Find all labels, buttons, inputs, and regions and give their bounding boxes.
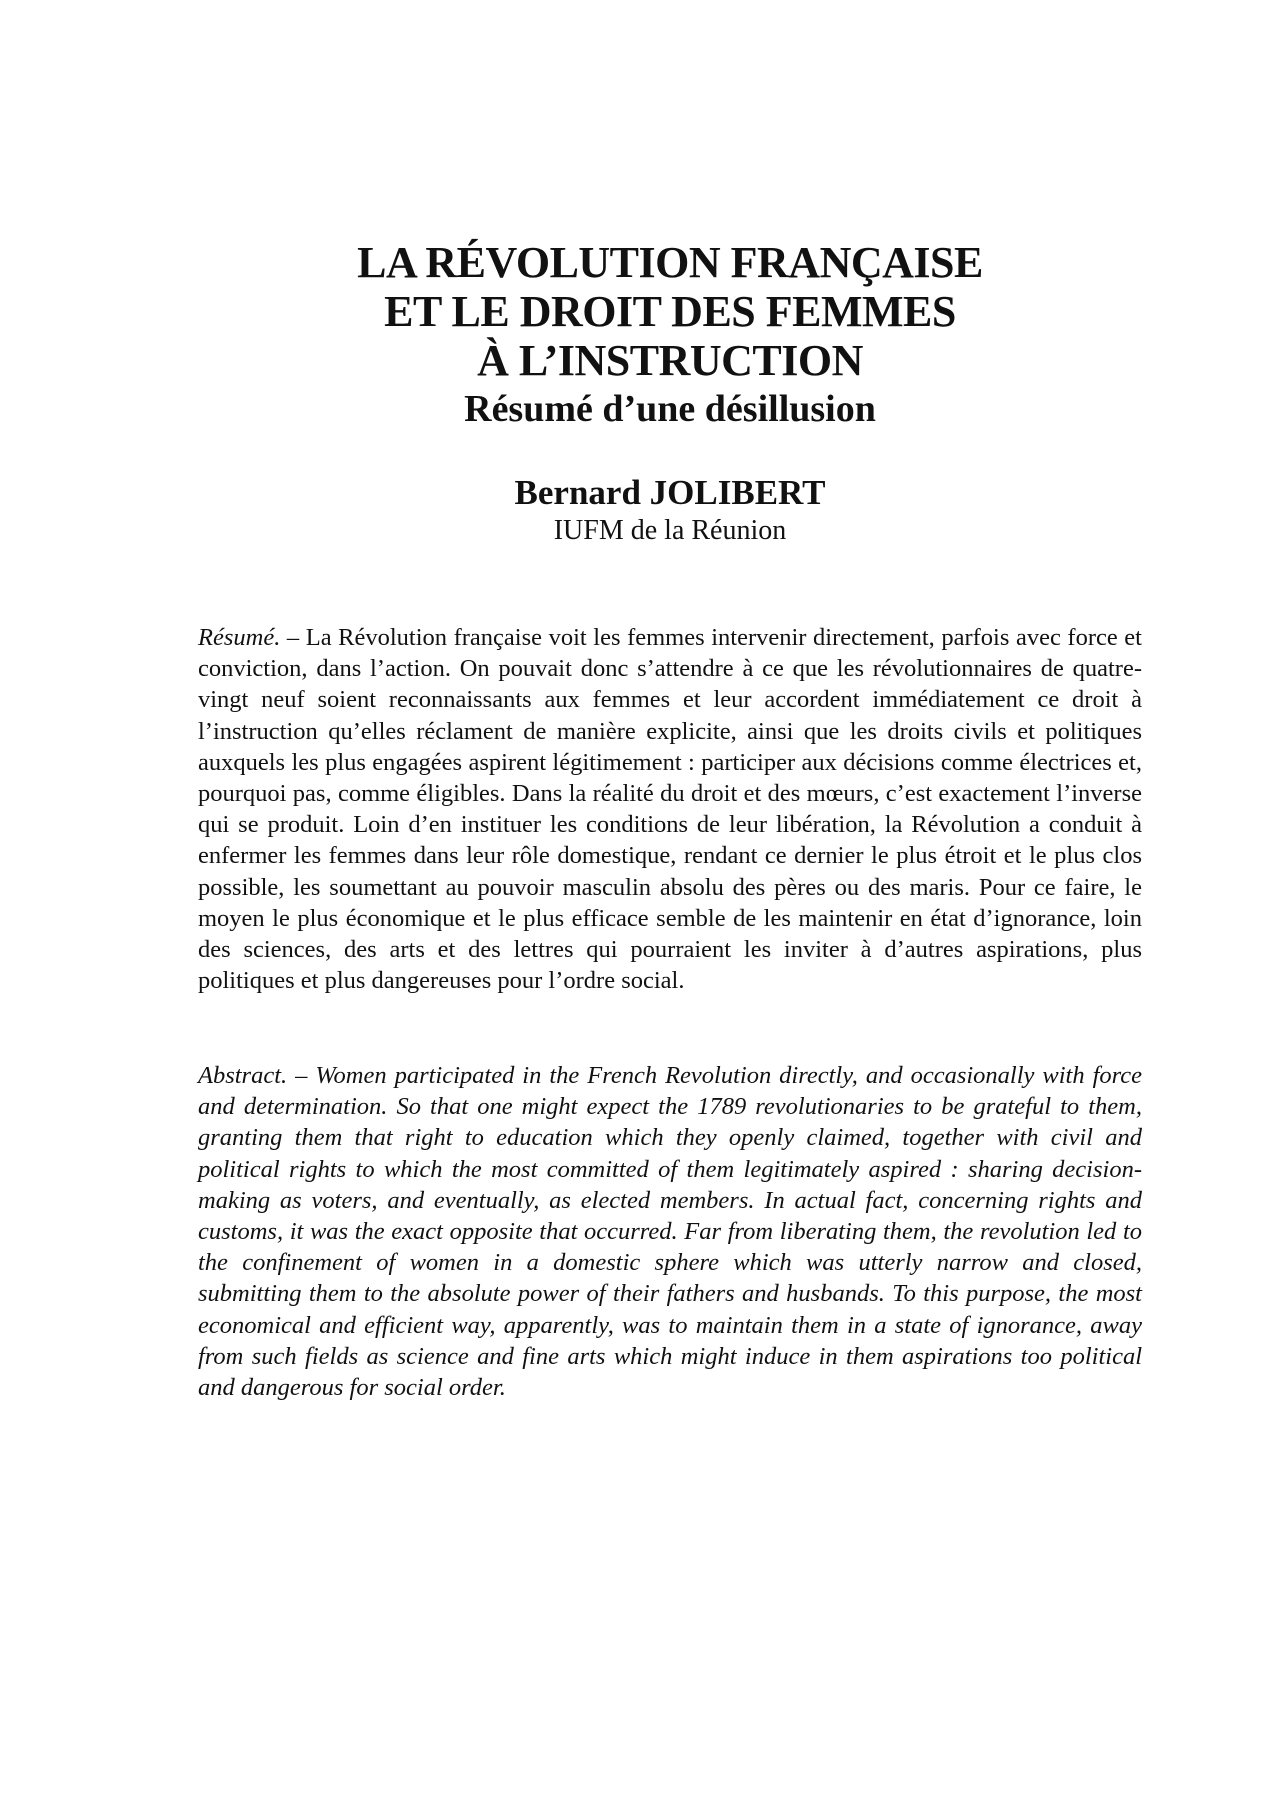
article-title [0, 238, 1280, 434]
author-affiliation: IUFM de la Réunion [553, 515, 787, 546]
title-line-2: ET LE DROIT DES FEMMES [384, 287, 956, 336]
abstract-label: Abstract. [198, 1062, 288, 1089]
abstract-paragraph [198, 1060, 1142, 1403]
title-line-3: À L’INSTRUCTION [477, 336, 863, 385]
resume-label: Résumé. [198, 624, 281, 651]
resume-text: – La Révolution française voit les femmes intervenir directement, parfois avec force et conviction, dans l’action. On pouvait donc s’attendre à ce que les révolutionnaires de quatre-vingt neuf soient reconnaissants aux femmes et leur accordent immédiatement ce droit à l’instruction qu’elles réclament de manière explicite, ainsi que les droits civils et politiques auxquels les plus engagées aspirent légitimement : participer aux décisions comme électrices et, pourquoi pas, comme éligibles. Dans la réalité du droit et des mœurs, c’est exactement l’inverse qui se produit. Loin d’en instituer les conditions de leur libération, la Révolution a conduit à enfermer les femmes dans leur rôle domestique, rendant ce dernier le plus étroit et le plus clos possible, les soumettant au pouvoir masculin absolu des pères ou des maris. Pour ce faire, le moyen le plus économique et le plus efficace semble de les maintenir en état d’ignorance, loin des sciences, des arts et des lettres qui pourraient les inviter à d’autres aspirations, plus politiques et plus dangereuses pour l’ordre social. [198, 624, 1142, 995]
article-subtitle: Résumé d’une désillusion [464, 388, 876, 430]
author-name: Bernard JOLIBERT [514, 473, 826, 512]
author-block [0, 472, 1280, 548]
title-line-1: LA RÉVOLUTION FRANÇAISE [357, 238, 983, 287]
resume-paragraph [198, 622, 1142, 996]
abstract-text: – Women participated in the French Revolution directly, and occasionally with force and determination. So that one might expect the 1789 revolutionaries to be grateful to them, granting them that right to education which they openly claimed, together with civil and political rights to which the most committed of them legitimately aspired : sharing decision-making as voters, and eventually, as elected members. In actual fact, concerning rights and customs, it was the exact opposite that occurred. Far from liberating them, the revolution led to the confinement of women in a domestic sphere which was utterly narrow and closed, submitting them to the absolute power of their fathers and husbands. To this purpose, the most economical and efficient way, apparently, was to maintain them in a state of ignorance, away from such fields as science and fine arts which might induce in them aspirations too political and dangerous for social order. [198, 1062, 1142, 1402]
